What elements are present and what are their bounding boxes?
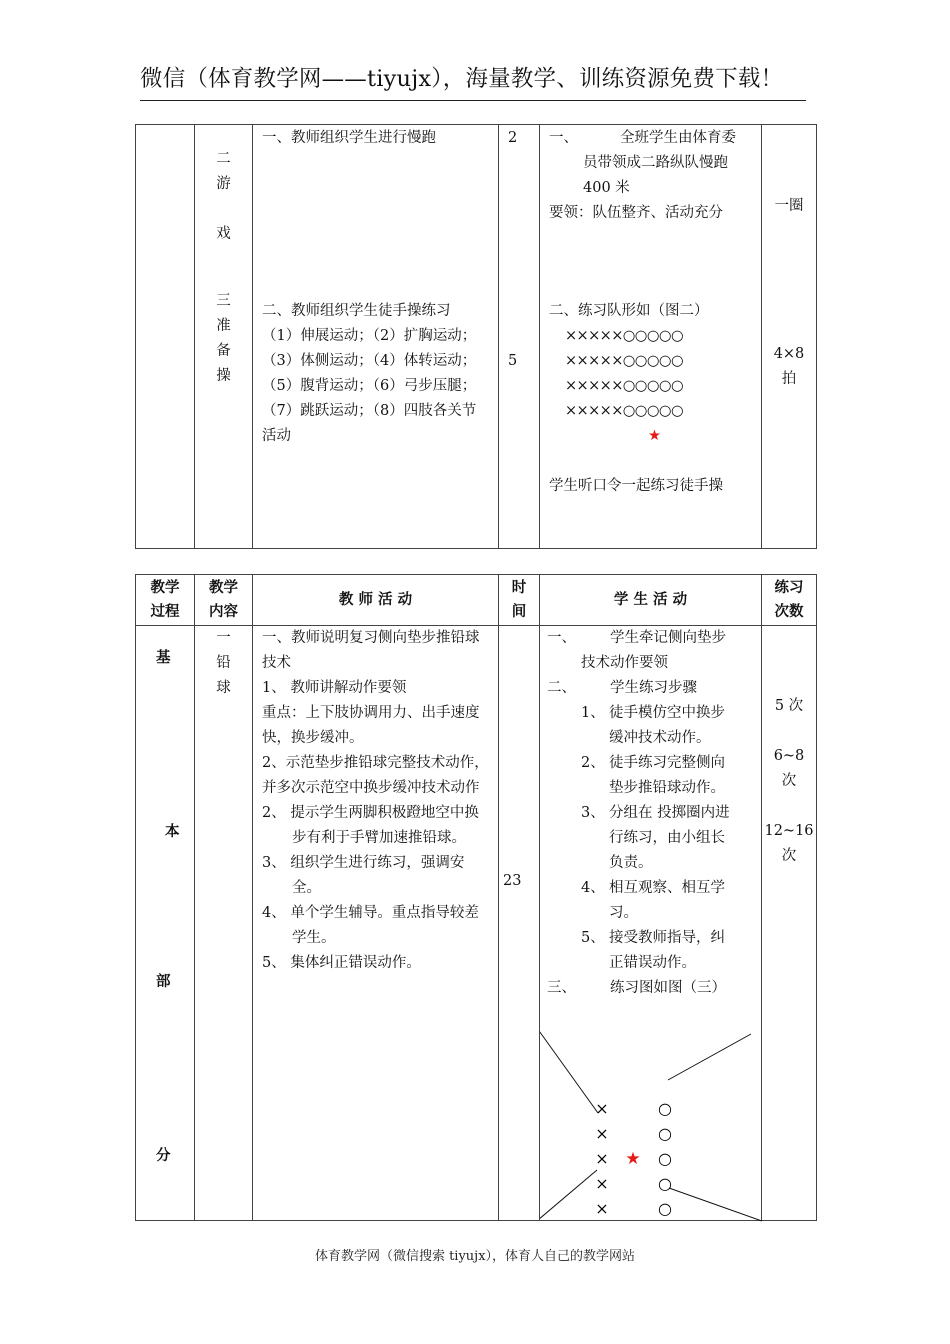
step-line	[547, 901, 757, 926]
student-line	[549, 126, 757, 151]
process-char: 部	[156, 973, 171, 990]
student-cross-marker: ×	[595, 1099, 609, 1118]
header-time	[499, 575, 540, 626]
student-activity-cell	[540, 626, 762, 1221]
step-text: 缓冲技术动作。	[609, 730, 711, 746]
teacher-line: 1、 教师讲解动作要领	[262, 680, 407, 696]
diagram-line	[668, 1034, 751, 1080]
content-char: 铅	[216, 655, 231, 671]
student-text: 学生练习步骤	[610, 680, 697, 696]
teacher-line: （1）伸展运动；（2）扩胸运动；	[262, 328, 477, 344]
teacher-star-icon: ★	[625, 1149, 641, 1169]
student-cross-marker: ×	[595, 1174, 609, 1193]
main-part-table	[135, 574, 817, 1221]
step-num: 2、	[581, 755, 605, 771]
teacher-line: 2、 提示学生两脚积极蹬地空中换步有利于手臂加速推铅球。	[262, 805, 479, 846]
process-char: 分	[156, 1147, 171, 1164]
reps-cell	[762, 125, 817, 549]
content-char: 戏	[216, 226, 231, 242]
student-num: 二、	[547, 680, 576, 696]
step-line	[547, 926, 757, 951]
student-text: 全班学生由体育委	[620, 130, 736, 146]
student-line: 要领：队伍整齐、活动充分	[549, 205, 723, 221]
step-line	[547, 726, 757, 751]
header-text: 教学	[209, 579, 238, 596]
student-circle-marker: ○	[658, 1174, 672, 1193]
time-value: 23	[503, 873, 522, 889]
reps-value: 一圈	[774, 198, 804, 214]
header-text: 内容	[209, 603, 238, 620]
student-num: 一、	[549, 130, 578, 146]
header-student: 学 生 活 动	[540, 575, 762, 626]
student-line: 技术动作要领	[581, 655, 668, 671]
page-header: 微信（体育教学网——tiyujx），海量教学、训练资源免费下载！	[140, 58, 806, 101]
step-text: 徒手练习完整侧向	[609, 755, 725, 771]
teacher-line: 一、教师说明复习侧向垫步推铅球技术	[262, 630, 480, 671]
student-circle-marker: ○	[658, 1099, 672, 1118]
reps-value: 6~8	[773, 748, 805, 764]
student-steps	[547, 701, 757, 976]
formation-row: ×××××○○○○○	[565, 378, 684, 394]
student-line	[547, 976, 757, 1001]
content-char: 球	[216, 680, 231, 696]
step-text: 分组在 投掷圈内进	[609, 805, 730, 821]
header-text: 练习	[774, 579, 804, 596]
reps-value: 次	[781, 773, 797, 789]
student-line: 学生听口令一起练习徒手操	[549, 478, 723, 494]
content-char: 操	[216, 368, 231, 384]
content-char: 三	[216, 293, 231, 309]
process-cell	[136, 626, 195, 1221]
teacher-line: 2、示范垫步推铅球完整技术动作，并多次示范空中换步缓冲技术动作	[262, 755, 489, 796]
teacher-line: （3）体侧运动；（4）体转运动；	[262, 353, 477, 369]
student-num: 一、	[547, 630, 576, 646]
reps-cell	[762, 626, 817, 1221]
step-num: 4、	[581, 880, 605, 896]
step-line	[547, 851, 757, 876]
reps-value: 5 次	[774, 698, 804, 714]
content-char: 一	[216, 630, 231, 646]
step-text: 徒手模仿空中换步	[609, 705, 725, 721]
content-char: 游	[216, 176, 231, 192]
header-text: 时	[511, 579, 527, 596]
student-text: 练习图如图（三）	[610, 980, 726, 996]
teacher-line: 4、 单个学生辅导。重点指导较差学生。	[262, 905, 479, 946]
student-circle-marker: ○	[658, 1149, 672, 1168]
teacher-line: （5）腹背运动；（6）弓步压腿；	[262, 378, 477, 394]
teacher-star-icon: ★	[648, 428, 661, 444]
student-circle-marker: ○	[658, 1199, 672, 1218]
time-cell	[499, 125, 540, 549]
practice-diagram	[540, 1023, 762, 1223]
header-text: 教学	[150, 579, 180, 596]
content-char: 备	[216, 343, 231, 359]
content-cell	[195, 125, 253, 549]
teacher-line: 一、教师组织学生进行慢跑	[262, 130, 436, 146]
step-line	[547, 951, 757, 976]
process-char: 本	[165, 823, 180, 840]
header-reps	[762, 575, 817, 626]
header-text: 过程	[150, 603, 180, 620]
header-process	[136, 575, 195, 626]
teacher-line: 二、教师组织学生徒手操练习	[262, 303, 451, 319]
step-text: 行练习，由小组长	[609, 830, 725, 846]
student-line: 二、练习队形如（图二）	[549, 303, 709, 319]
student-activity-cell	[540, 125, 762, 549]
formation-row: ×××××○○○○○	[565, 353, 684, 369]
header-content	[195, 575, 253, 626]
student-num: 三、	[547, 980, 576, 996]
step-line	[547, 701, 757, 726]
teacher-activity-cell	[253, 125, 499, 549]
student-cross-marker: ×	[595, 1149, 609, 1168]
step-line	[547, 776, 757, 801]
student-text: 学生牵记侧向垫步	[610, 630, 726, 646]
reps-value: 4×8	[773, 346, 805, 362]
header-text: 次数	[774, 603, 804, 620]
time-value: 5	[508, 353, 518, 369]
student-cross-marker: ×	[595, 1199, 609, 1218]
step-line	[547, 751, 757, 776]
time-cell	[499, 626, 540, 1221]
teacher-line: （7）跳跃运动；（8）四肢各关节	[262, 403, 477, 419]
formation-row: ×××××○○○○○	[565, 403, 684, 419]
student-cross-marker: ×	[595, 1124, 609, 1143]
step-text: 习。	[609, 905, 638, 921]
student-line: 员带领成二路纵队慢跑	[583, 155, 728, 171]
time-value: 2	[508, 130, 518, 146]
teacher-line: 3、 组织学生进行练习，强调安全。	[262, 855, 465, 896]
reps-value: 拍	[781, 371, 797, 387]
header-teacher: 教 师 活 动	[253, 575, 499, 626]
student-line: 400 米	[583, 180, 630, 196]
diagram-line	[540, 1028, 598, 1113]
process-char: 基	[156, 649, 171, 666]
student-circle-marker: ○	[658, 1124, 672, 1143]
reps-value: 12~16	[764, 823, 814, 839]
step-text: 接受教师指导，纠	[609, 930, 725, 946]
step-text: 相互观察、相互学	[609, 880, 725, 896]
header-text: 间	[511, 603, 527, 620]
warmup-table	[135, 124, 817, 549]
diagram-line	[540, 1170, 597, 1220]
diagram-line	[669, 1188, 762, 1221]
student-line	[547, 676, 757, 701]
content-char: 准	[216, 318, 231, 334]
step-text: 垫步推铅球动作。	[609, 780, 725, 796]
reps-value: 次	[781, 848, 797, 864]
step-num: 3、	[581, 805, 605, 821]
student-line	[547, 626, 757, 651]
step-line	[547, 876, 757, 901]
step-num: 5、	[581, 930, 605, 946]
page-footer: 体育教学网（微信搜索 tiyujx），体育人自己的教学网站	[314, 1249, 636, 1264]
step-line	[547, 801, 757, 826]
teacher-line: 5、 集体纠正错误动作。	[262, 955, 421, 971]
content-char: 二	[216, 151, 231, 167]
step-line	[547, 826, 757, 851]
process-cell	[136, 125, 195, 549]
step-num: 1、	[581, 705, 605, 721]
teacher-activity-cell	[253, 626, 499, 1221]
step-text: 正错误动作。	[609, 955, 696, 971]
step-text: 负责。	[609, 855, 653, 871]
teacher-line: 重点：上下肢协调用力、出手速度快，换步缓冲。	[262, 705, 480, 746]
formation-row: ×××××○○○○○	[565, 328, 684, 344]
teacher-line: 活动	[262, 428, 291, 444]
content-cell	[195, 626, 253, 1221]
